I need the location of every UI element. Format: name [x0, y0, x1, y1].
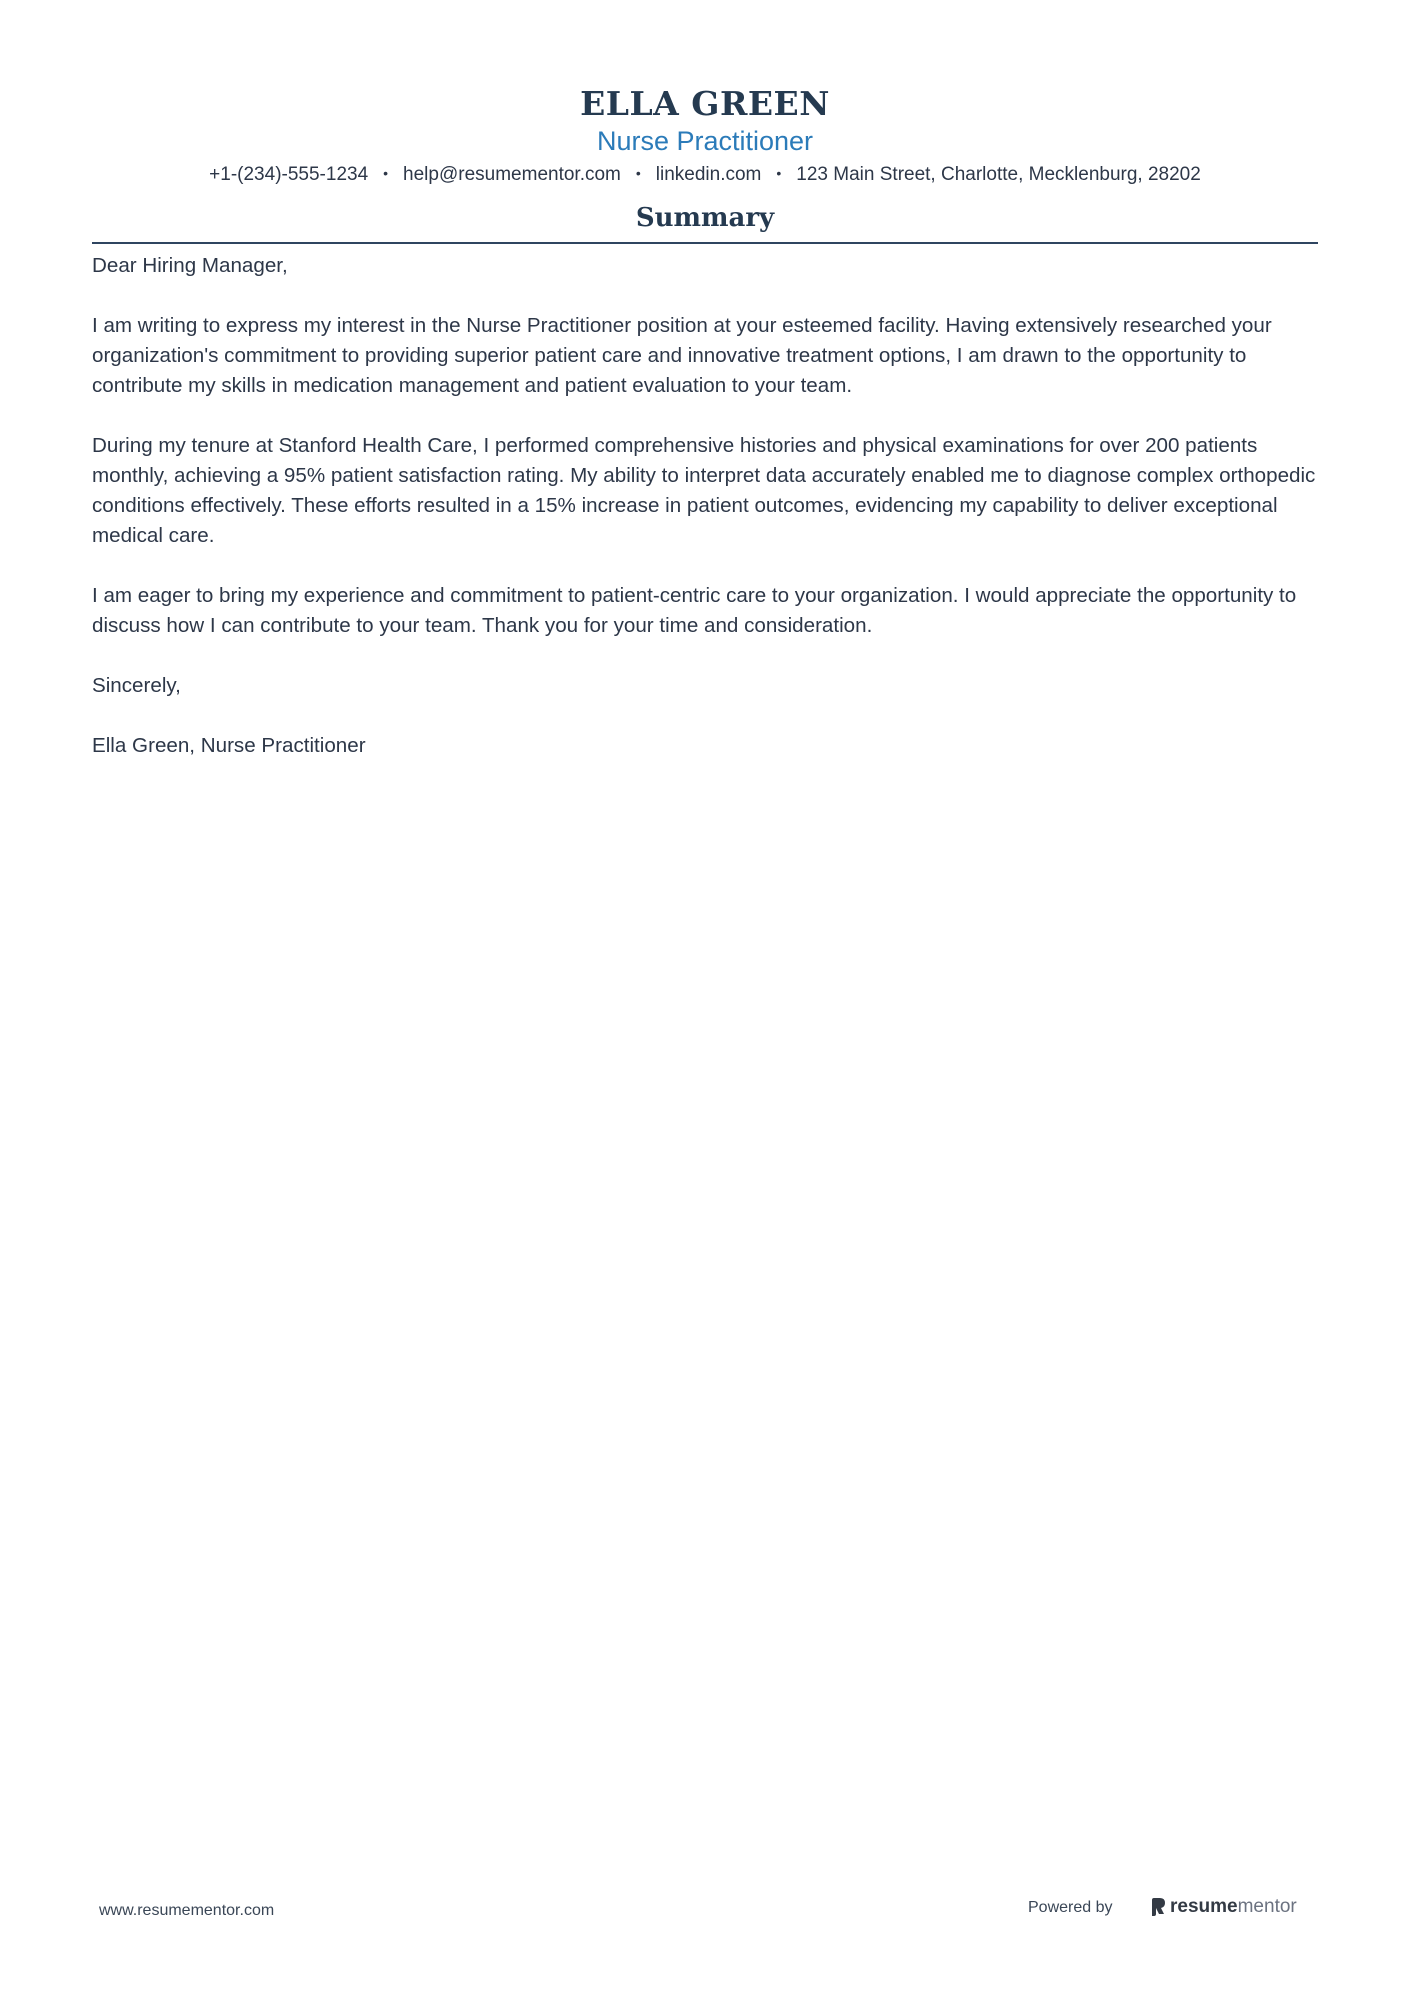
contact-line: [92, 160, 1318, 188]
contact-address: 123 Main Street, Charlotte, Mecklenburg, 28202: [796, 164, 1201, 185]
letter-paragraph: I am eager to bring my experience and commitment to patient-centric care to your organization. I would appreciate the opportunity to discuss how I can contribute to your team. Thank you for your time and consideration.: [92, 584, 1297, 637]
resumementor-logo-icon: [1150, 1897, 1166, 1917]
bullet-separator: •: [383, 165, 389, 181]
closing: Sincerely,: [92, 674, 181, 697]
contact-phone: +1-(234)-555-1234: [209, 164, 369, 185]
footer-website-link[interactable]: www.resumementor.com: [99, 1902, 275, 1919]
letter-paragraph: I am writing to express my interest in the Nurse Practitioner position at your esteemed facility. Having extensively researched your organization's commitment to providing superior patient care and innovative treatment options, I am drawn to the opportunity to contribute my skills in medication management and patient evaluation to your team.: [92, 314, 1272, 397]
salutation: Dear Hiring Manager,: [92, 254, 288, 277]
section-title-summary: Summary: [635, 203, 775, 233]
signature: Ella Green, Nurse Practitioner: [92, 734, 366, 757]
candidate-name: ELLA GREEN: [580, 84, 830, 123]
letter-paragraph: During my tenure at Stanford Health Care, I performed comprehensive histories and physical examinations for over 200 patients monthly, achieving a 95% patient satisfaction rating. My ability to interpret data accurately enabled me to diagnose complex orthopedic conditions effectively. These efforts resulted in a 15% increase in patient outcomes, evidencing my capability to deliver exceptional medical care.: [92, 434, 1316, 547]
cover-letter-body: [92, 251, 1332, 791]
powered-by-label: Powered by: [1028, 1899, 1113, 1916]
bullet-separator: •: [776, 165, 782, 181]
contact-email[interactable]: help@resumementor.com: [403, 164, 621, 185]
brand-name-bold: resume: [1170, 1896, 1238, 1917]
section-divider: [92, 242, 1318, 244]
brand-name-light: mentor: [1237, 1896, 1297, 1917]
bullet-separator: •: [635, 165, 641, 181]
header: [92, 82, 1318, 188]
job-title: Nurse Practitioner: [596, 126, 814, 156]
contact-linkedin[interactable]: linkedin.com: [655, 164, 762, 185]
resumementor-brand[interactable]: [1150, 1893, 1297, 1921]
